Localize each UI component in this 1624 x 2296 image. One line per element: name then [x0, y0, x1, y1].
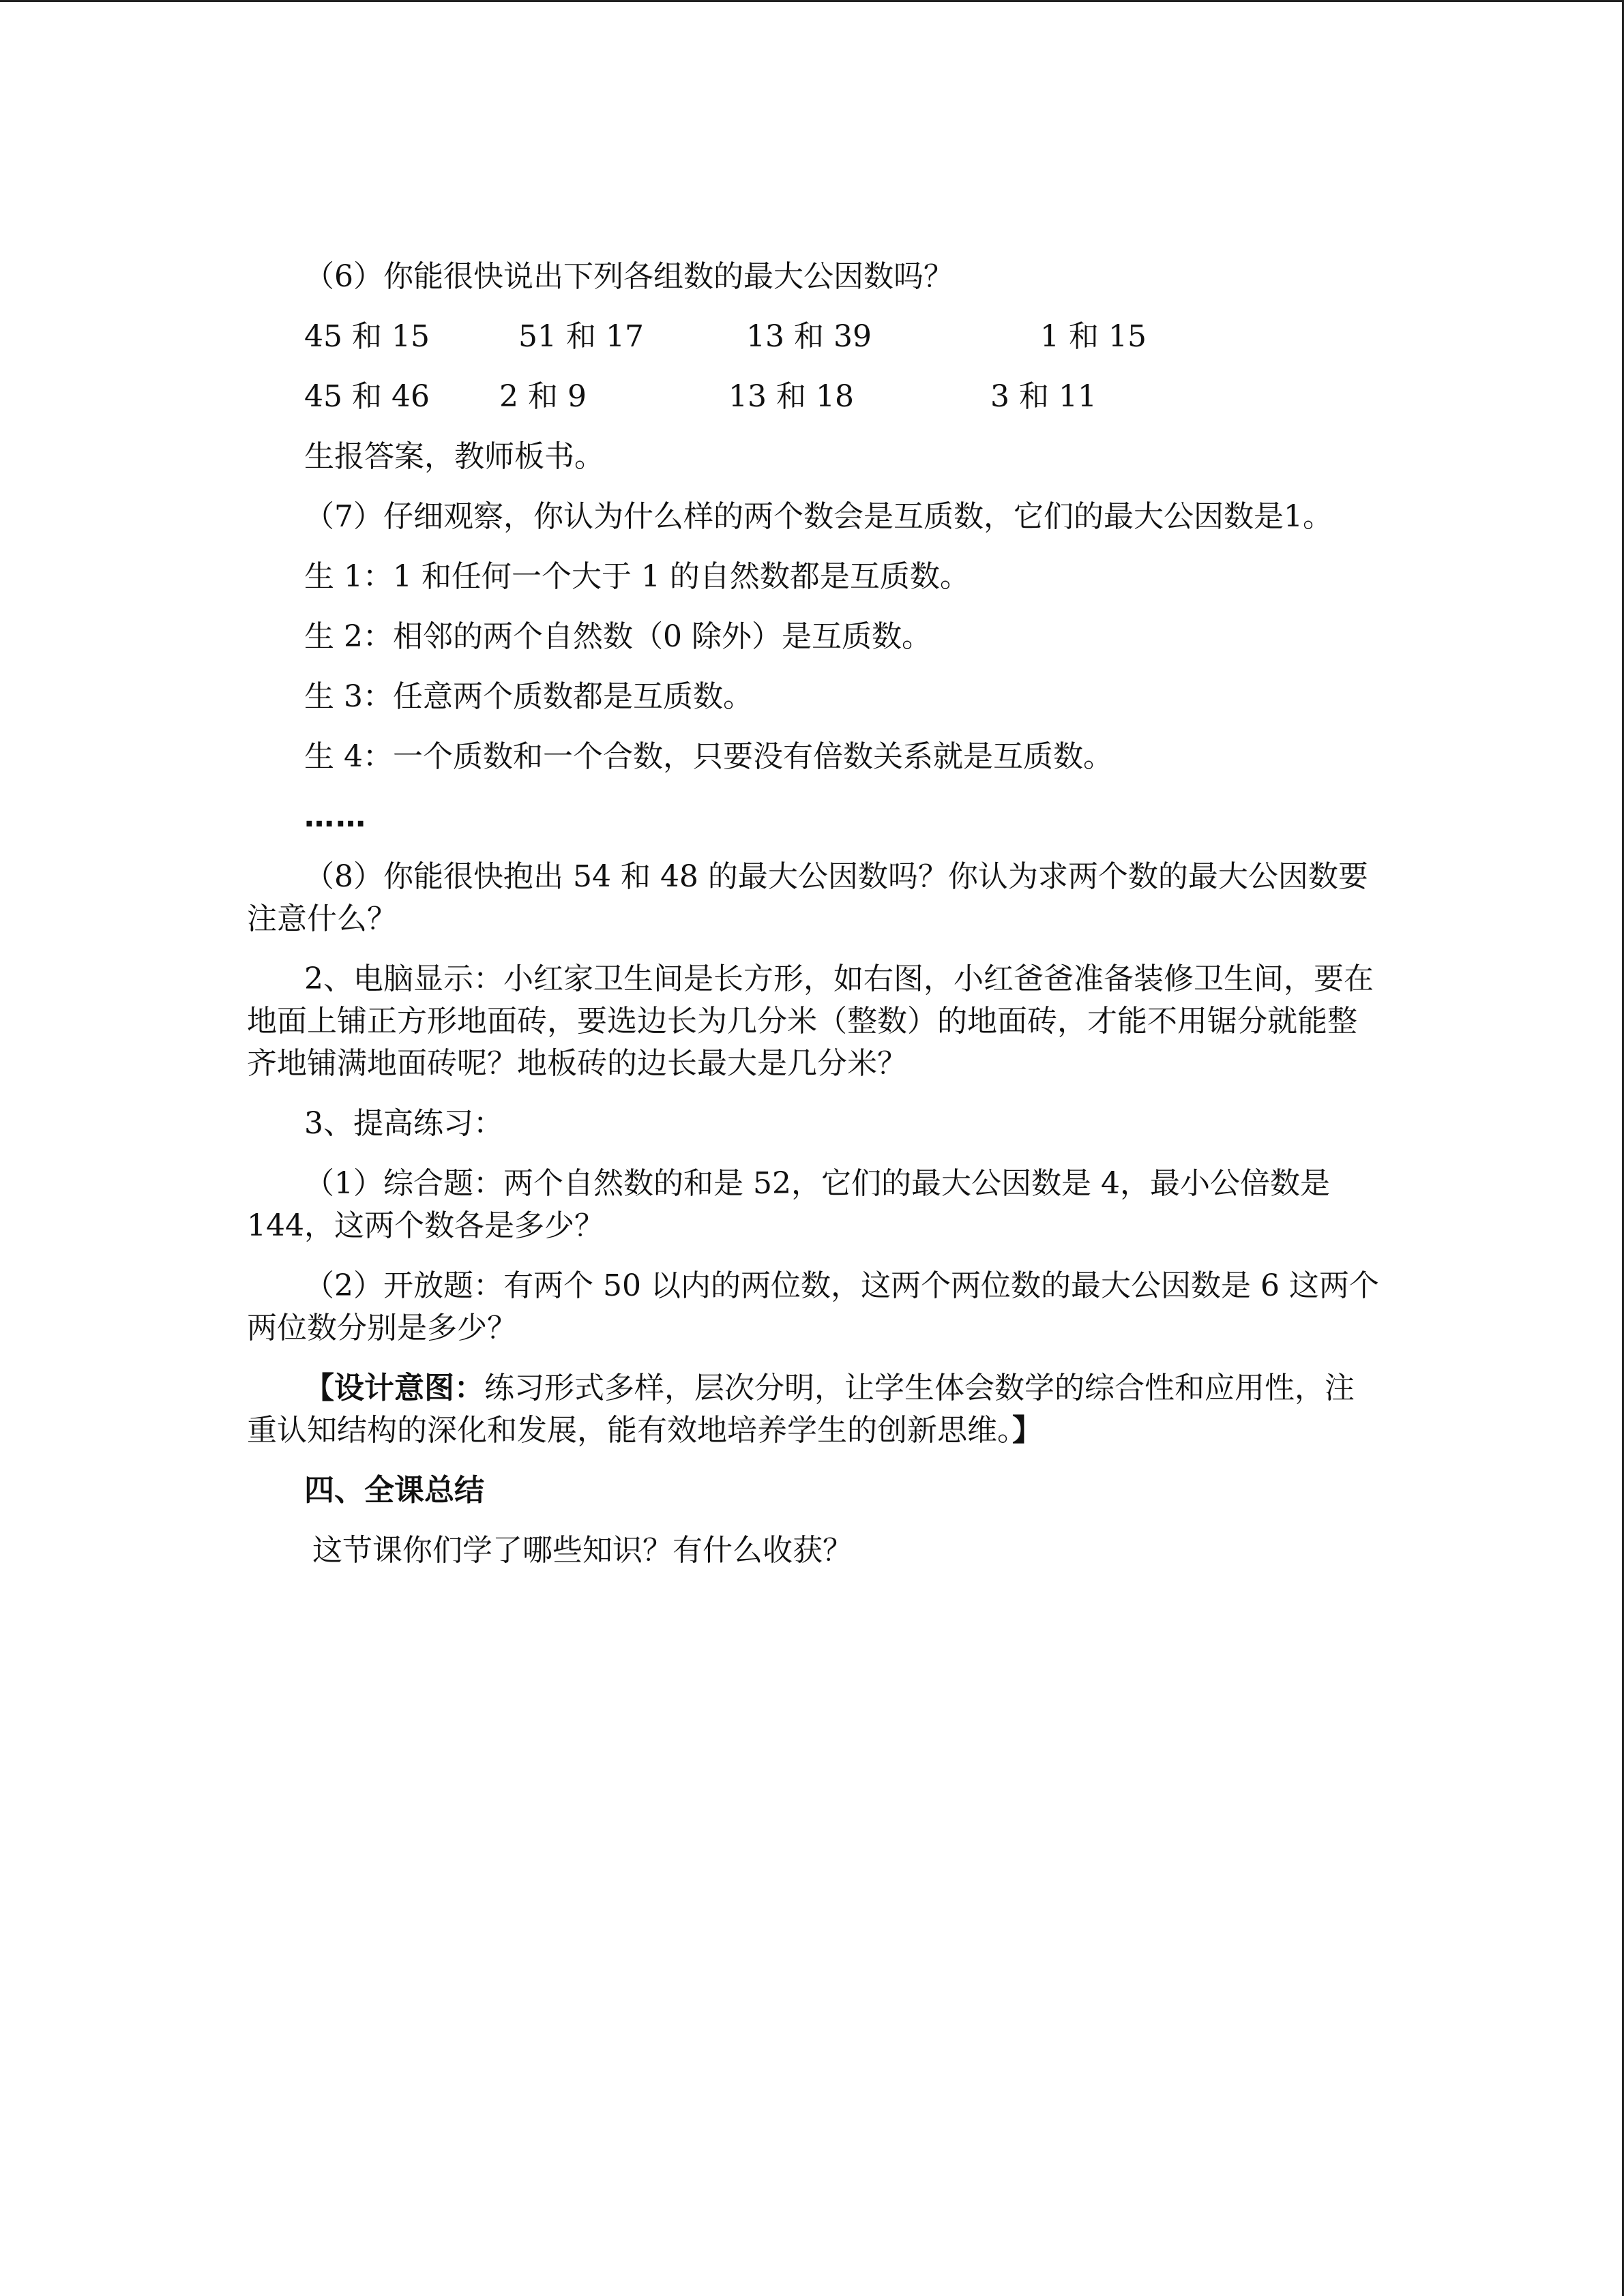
student-answer-1: 生 1：1 和任何一个大于 1 的自然数都是互质数。 [304, 559, 970, 594]
q6-number-row-2 [247, 376, 1379, 418]
q7-prompt: （7）仔细观察，你认为什么样的两个数会是互质数，它们的最大公因数是1。 [304, 499, 1333, 534]
ellipsis: …… [304, 799, 367, 834]
section-3-item-2: （2）开放题：有两个 50 以内的两位数，这两个两位数的最大公因数是 6 这两个两位数分别是多少？ [247, 1268, 1379, 1345]
student-answer-3: 生 3：任意两个质数都是互质数。 [304, 679, 753, 714]
number-pair: 1 和 15 [1040, 319, 1147, 354]
design-intent [247, 1367, 1379, 1452]
document-body [247, 256, 1379, 1572]
number-pair: 13 和 39 [746, 319, 872, 354]
q6-answer: 生报答案，教师板书。 [304, 439, 604, 474]
number-pair: 3 和 11 [990, 379, 1097, 414]
student-answer-4: 生 4：一个质数和一个合数，只要没有倍数关系就是互质数。 [304, 739, 1113, 774]
section-3-title: 3、提高练习： [304, 1106, 503, 1141]
number-pair: 45 和 15 [304, 319, 430, 354]
q6-number-row-1 [247, 316, 1379, 358]
q6-prompt: （6）你能很快说出下列各组数的最大公因数吗？ [304, 259, 954, 294]
number-pair: 51 和 17 [518, 319, 644, 354]
design-intent-label: 【设计意图： [304, 1371, 484, 1405]
q8-prompt: （8）你能很快抱出 54 和 48 的最大公因数吗？你认为求两个数的最大公因数要注意什么？ [247, 859, 1368, 936]
number-pair: 13 和 18 [728, 379, 854, 414]
section-2-text: 2、电脑显示：小红家卫生间是长方形，如右图，小红爸爸准备装修卫生间，要在地面上铺正方形地面砖，要选边长为几分米（整数）的地面砖，才能不用锯分就能整齐地铺满地面砖呢？地板砖的边长最大是几分米？ [247, 961, 1374, 1081]
section-3-item-1: （1）综合题：两个自然数的和是 52，它们的最大公因数是 4，最小公倍数是 144，这两个数各是多少？ [247, 1166, 1330, 1243]
number-pair: 45 和 46 [304, 379, 430, 414]
student-answer-2: 生 2：相邻的两个自然数（0 除外）是互质数。 [304, 619, 932, 654]
design-intent-close: 】 [1012, 1413, 1042, 1448]
design-intent-text: 练习形式多样，层次分明，让学生体会数学的综合性和应用性，注重认知结构的深化和发展，能有效地培养学生的创新思维。 [247, 1371, 1355, 1448]
section-4-heading: 四、全课总结 [304, 1473, 484, 1508]
section-4-text: 这节课你们学了哪些知识？有什么收获？ [312, 1533, 853, 1568]
number-pair: 2 和 9 [499, 379, 587, 414]
